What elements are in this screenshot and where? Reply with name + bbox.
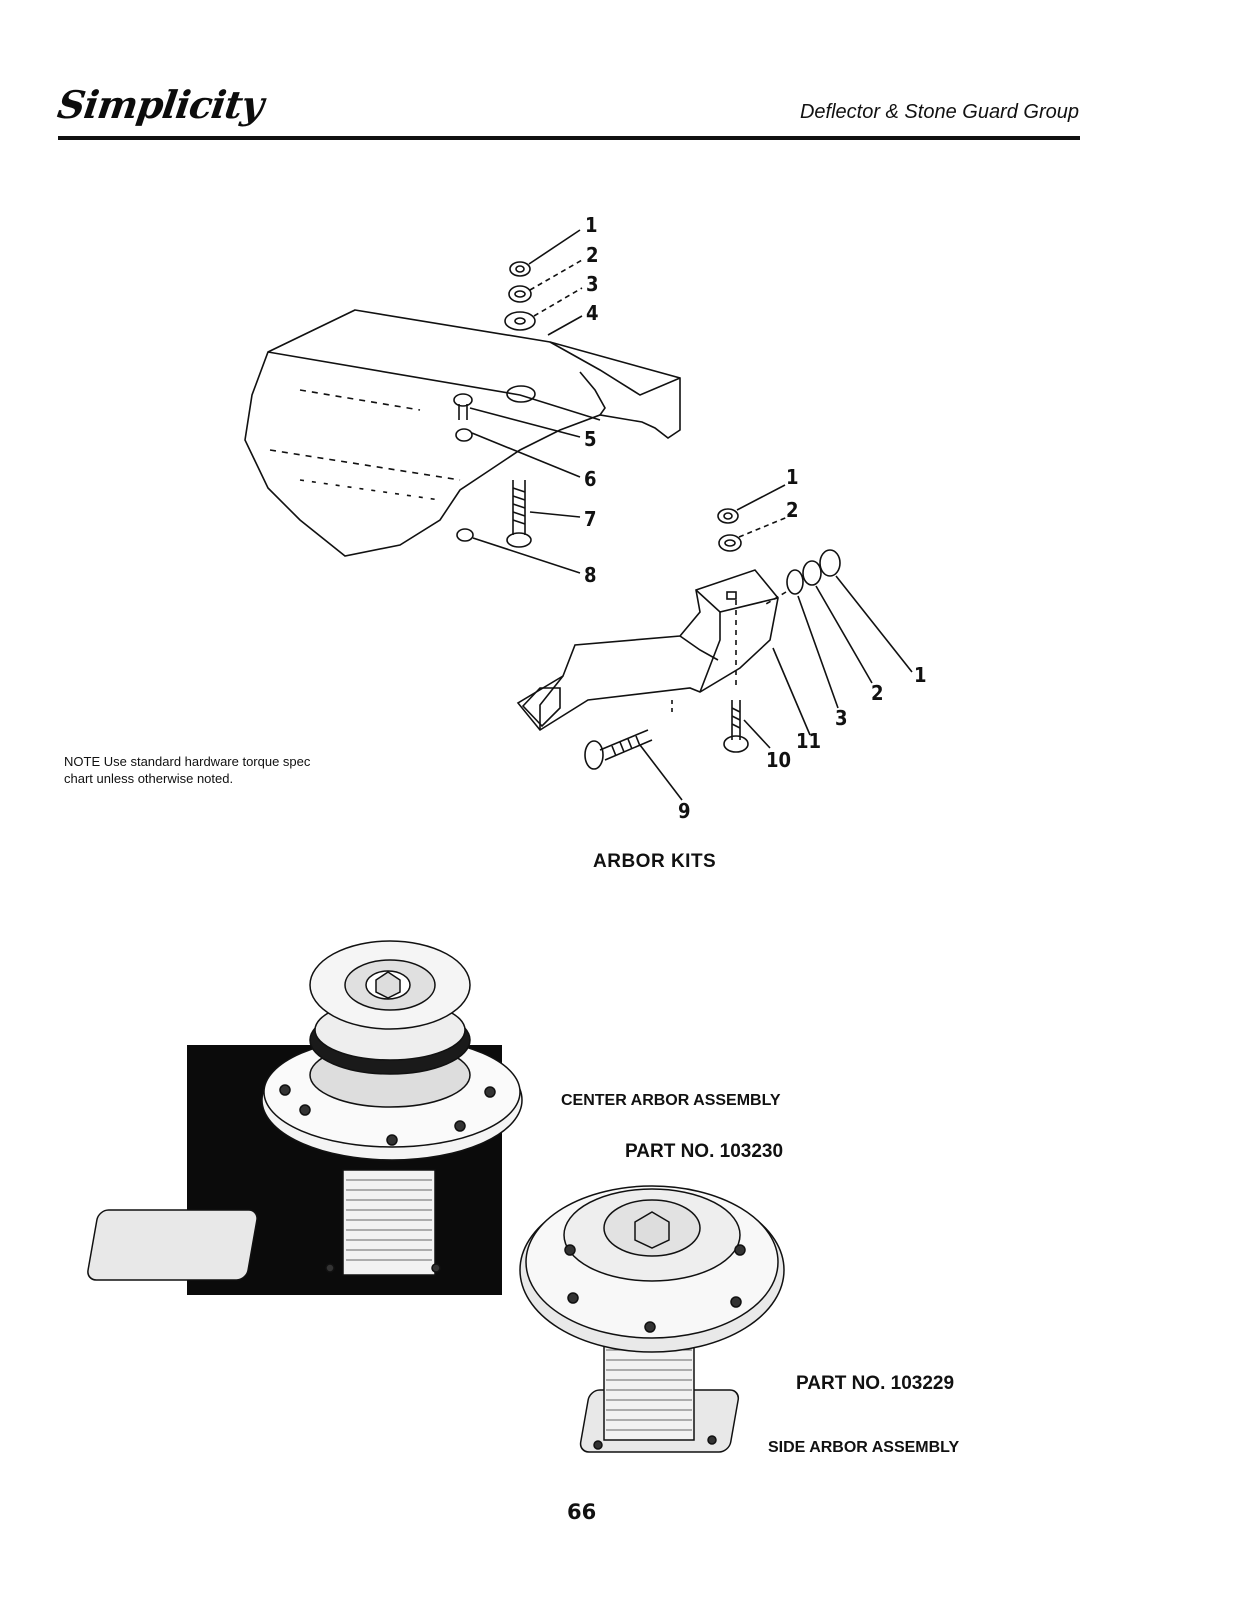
carriage-bolt-9 <box>600 730 652 760</box>
section-title: Deflector & Stone Guard Group <box>799 101 1079 123</box>
callout-4-top: 4 <box>586 301 599 325</box>
deflector-plate <box>245 310 680 556</box>
callout-6: 6 <box>584 467 597 491</box>
callout-1-top: 1 <box>585 213 598 237</box>
side-arbor-part-number: PART NO. 103229 <box>796 1373 955 1394</box>
torque-note: NOTE Use standard hardware torque spec chart unless otherwise noted. <box>64 754 311 786</box>
side-arbor-name: SIDE ARBOR ASSEMBLY <box>768 1439 960 1456</box>
callout-11: 11 <box>796 729 822 753</box>
callout-5: 5 <box>584 427 597 451</box>
callout-2-bracket: 2 <box>786 498 799 522</box>
center-arbor-assembly-image <box>86 941 522 1295</box>
side-arbor-assembly-image <box>520 1186 784 1452</box>
callout-2-side: 2 <box>871 681 884 705</box>
callout-8: 8 <box>584 563 597 587</box>
callout-10: 10 <box>766 748 792 772</box>
callout-1-bracket: 1 <box>786 465 799 489</box>
stone-guard-bracket <box>518 570 778 730</box>
callout-1-side: 1 <box>914 663 927 687</box>
callout-9: 9 <box>678 799 691 823</box>
center-arbor-name: CENTER ARBOR ASSEMBLY <box>561 1092 781 1109</box>
page-number: 66 <box>567 1500 597 1524</box>
callout-7: 7 <box>584 507 597 531</box>
arbor-kits-title: ARBOR KITS <box>593 851 717 872</box>
callout-3-top: 3 <box>586 272 599 296</box>
center-arbor-part-number: PART NO. 103230 <box>625 1141 784 1162</box>
callout-3-side: 3 <box>835 706 848 730</box>
simplicity-logo: Simplicity <box>54 82 266 127</box>
callout-2-top: 2 <box>586 243 599 267</box>
